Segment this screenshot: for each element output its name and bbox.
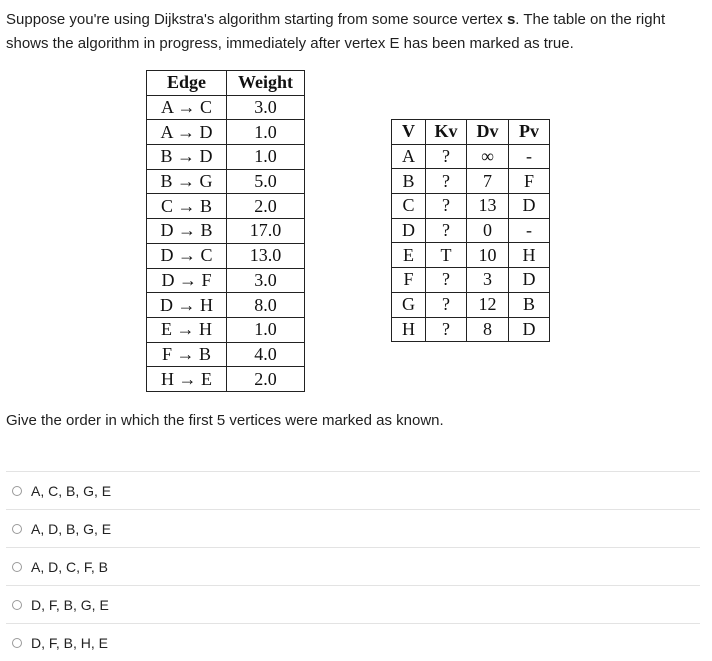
answer-choice[interactable] xyxy=(6,509,700,547)
vertex-row xyxy=(392,317,550,342)
vertex-cell: E xyxy=(392,243,426,268)
edge-row xyxy=(147,293,305,318)
answer-choice[interactable] xyxy=(6,623,700,661)
distance-cell: 7 xyxy=(467,169,509,194)
vertex-row xyxy=(392,144,550,169)
known-header: Kv xyxy=(426,120,467,145)
known-cell: ? xyxy=(426,218,467,243)
edge-row xyxy=(147,95,305,120)
radio-button[interactable] xyxy=(12,562,22,572)
previous-cell: D xyxy=(509,317,550,342)
distance-cell: 0 xyxy=(467,218,509,243)
distance-cell: 10 xyxy=(467,243,509,268)
edge-cell: E → H xyxy=(147,317,227,342)
vertex-cell: H xyxy=(392,317,426,342)
known-cell: ? xyxy=(426,194,467,219)
answer-choice[interactable] xyxy=(6,547,700,585)
edge-cell: B → G xyxy=(147,169,227,194)
edge-row xyxy=(147,367,305,392)
prompt-text-end: . The table on the right shows the algorithm in progress, immediately after vertex E has been marked as true. xyxy=(6,11,666,52)
edge-row xyxy=(147,317,305,342)
vertex-row xyxy=(392,243,550,268)
answer-choice[interactable] xyxy=(6,585,700,623)
known-cell: ? xyxy=(426,169,467,194)
choice-label: A, D, B, G, E xyxy=(31,520,112,537)
edge-cell: H → E xyxy=(147,367,227,392)
weight-cell: 4.0 xyxy=(227,342,305,367)
radio-button[interactable] xyxy=(12,638,22,648)
weight-cell: 2.0 xyxy=(227,194,305,219)
edge-row xyxy=(147,194,305,219)
vertex-row xyxy=(392,194,550,219)
weight-cell: 1.0 xyxy=(227,317,305,342)
distance-cell: 8 xyxy=(467,317,509,342)
previous-cell: H xyxy=(509,243,550,268)
vertex-cell: D xyxy=(392,218,426,243)
weight-cell: 1.0 xyxy=(227,120,305,145)
weight-cell: 2.0 xyxy=(227,367,305,392)
known-cell: ? xyxy=(426,317,467,342)
answer-choices xyxy=(6,471,700,661)
choice-label: D, F, B, H, E xyxy=(31,634,109,651)
radio-button[interactable] xyxy=(12,600,22,610)
edge-cell: D → B xyxy=(147,219,227,244)
known-cell: T xyxy=(426,243,467,268)
edge-cell: A → C xyxy=(147,95,227,120)
vertex-row xyxy=(392,169,550,194)
weight-cell: 5.0 xyxy=(227,169,305,194)
distance-cell: ∞ xyxy=(467,144,509,169)
previous-cell: - xyxy=(509,144,550,169)
known-cell: ? xyxy=(426,292,467,317)
known-cell: ? xyxy=(426,268,467,293)
answer-choice[interactable] xyxy=(6,471,700,509)
edge-cell: C → B xyxy=(147,194,227,219)
edge-cell: D → F xyxy=(147,268,227,293)
edge-row xyxy=(147,169,305,194)
radio-button[interactable] xyxy=(12,486,22,496)
weight-cell: 13.0 xyxy=(227,243,305,268)
edge-cell: D → C xyxy=(147,243,227,268)
vertex-cell: G xyxy=(392,292,426,317)
edge-row xyxy=(147,342,305,367)
weight-cell: 1.0 xyxy=(227,145,305,170)
edge-cell: A → D xyxy=(147,120,227,145)
weight-cell: 3.0 xyxy=(227,95,305,120)
vertex-header: V xyxy=(392,120,426,145)
distance-header: Dv xyxy=(467,120,509,145)
question-text: Give the order in which the first 5 vertices were marked as known. xyxy=(6,412,444,429)
vertex-row xyxy=(392,218,550,243)
edge-row xyxy=(147,145,305,170)
vertex-row xyxy=(392,268,550,293)
choice-label: D, F, B, G, E xyxy=(31,596,109,613)
distance-cell: 12 xyxy=(467,292,509,317)
distance-cell: 13 xyxy=(467,194,509,219)
distance-cell: 3 xyxy=(467,268,509,293)
previous-cell: D xyxy=(509,268,550,293)
vertex-cell: B xyxy=(392,169,426,194)
radio-button[interactable] xyxy=(12,524,22,534)
known-cell: ? xyxy=(426,144,467,169)
edge-cell: F → B xyxy=(147,342,227,367)
weight-cell: 8.0 xyxy=(227,293,305,318)
edge-row xyxy=(147,219,305,244)
edge-cell: D → H xyxy=(147,293,227,318)
previous-cell: B xyxy=(509,292,550,317)
previous-cell: - xyxy=(509,218,550,243)
edge-row xyxy=(147,268,305,293)
vertex-row xyxy=(392,292,550,317)
edge-header: Edge xyxy=(147,71,227,96)
prompt-text-start: Suppose you're using Dijkstra's algorithm starting from some source vertex xyxy=(6,11,507,28)
edge-cell: B → D xyxy=(147,145,227,170)
question-prompt xyxy=(6,8,706,56)
dijkstra-state-table xyxy=(391,119,550,342)
previous-cell: F xyxy=(509,169,550,194)
choice-label: A, D, C, F, B xyxy=(31,558,109,575)
source-vertex: s xyxy=(506,11,516,28)
previous-cell: D xyxy=(509,194,550,219)
vertex-cell: A xyxy=(392,144,426,169)
edge-row xyxy=(147,243,305,268)
weight-cell: 3.0 xyxy=(227,268,305,293)
previous-header: Pv xyxy=(509,120,550,145)
edge-weight-table xyxy=(146,70,305,392)
edge-row xyxy=(147,120,305,145)
weight-header: Weight xyxy=(227,71,305,96)
vertex-cell: F xyxy=(392,268,426,293)
choice-label: A, C, B, G, E xyxy=(31,482,112,499)
vertex-cell: C xyxy=(392,194,426,219)
weight-cell: 17.0 xyxy=(227,219,305,244)
